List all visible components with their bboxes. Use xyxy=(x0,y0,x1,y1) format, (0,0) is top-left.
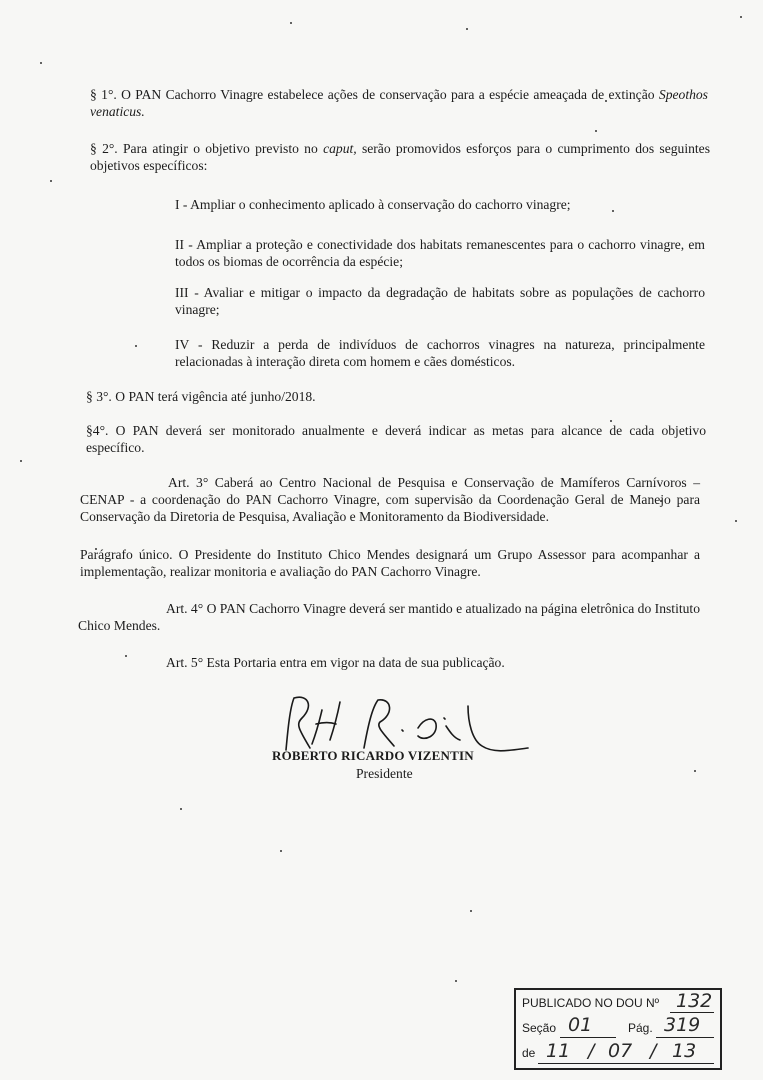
stamp-label-published: PUBLICADO NO DOU Nº xyxy=(522,996,660,1010)
article-4 xyxy=(78,600,700,634)
objective-item-IV: IV - Reduzir a perda de indivíduos de cachorros vinagres na natureza, principalmente relacionadas à interação direta com homem e cães domésticos. xyxy=(175,337,705,369)
paragraph-3: § 3°. O PAN terá vigência até junho/2018. xyxy=(86,389,316,404)
objective-item-II: II - Ampliar a proteção e conectividade dos habitats remanescentes para o cachorro vinagre, em todos os biomas de ocorrência da espécie; xyxy=(175,237,705,269)
stamp-number: 132 xyxy=(676,990,713,1012)
stamp-label-date: de xyxy=(522,1046,536,1060)
stamp-day: 11 xyxy=(546,1040,571,1062)
caput-word: caput, xyxy=(323,141,357,156)
paragraph-2-text-a: § 2°. Para atingir o objetivo previsto no xyxy=(90,141,318,156)
publication-stamp xyxy=(514,988,722,1070)
paragraph-2-text-b: serão promovidos esforços para o cumprimento dos seguintes objetivos específicos: xyxy=(90,141,710,173)
paragraph-1-text: § 1°. O PAN Cachorro Vinagre estabelece ações de conservação para a espécie ameaçada de extinção xyxy=(90,87,655,102)
stamp-section: 01 xyxy=(568,1014,593,1036)
article-5: Art. 5° Esta Portaria entra em vigor na data de sua publicação. xyxy=(166,655,505,670)
stamp-date-sep-2: / xyxy=(650,1040,657,1062)
article-4-text: Art. 4° O PAN Cachorro Vinagre deverá ser mantido e atualizado na página eletrônica do Instituto Chico Mendes. xyxy=(78,601,700,633)
article-3 xyxy=(80,474,700,525)
paragraph-unico: Parágrafo único. O Presidente do Instituto Chico Mendes designará um Grupo Assessor para acompanhar a implementação, realizar monitoria e avaliação do PAN Cachorro Vinagre. xyxy=(80,547,700,579)
signer-title: Presidente xyxy=(356,766,413,781)
stamp-row-section xyxy=(522,1021,556,1035)
stamp-row-number xyxy=(522,996,659,1010)
stamp-row-date xyxy=(522,1046,535,1060)
stamp-date-sep-1: / xyxy=(588,1040,595,1062)
stamp-label-page: Pág. xyxy=(628,1021,653,1035)
paragraph-4: §4°. O PAN deverá ser monitorado anualmente e deverá indicar as metas para alcance de cada objetivo específico. xyxy=(86,423,706,455)
species-name: Speothos venaticus. xyxy=(90,87,708,119)
objective-item-I: I - Ampliar o conhecimento aplicado à conservação do cachorro vinagre; xyxy=(175,197,571,212)
article-3-text: Art. 3° Caberá ao Centro Nacional de Pesquisa e Conservação de Mamíferos Carnívoros – CENAP - a coordenação do PAN Cachorro Vinagre, com supervisão da Coordenação Geral de Manejo para Conservação da Diretoria de Pesquisa, Avaliação e Monitoramento da Biodiversidade. xyxy=(80,475,700,524)
stamp-year: 13 xyxy=(672,1040,697,1062)
stamp-month: 07 xyxy=(608,1040,633,1062)
objective-item-III: III - Avaliar e mitigar o impacto da degradação de habitats sobre as populações de cachorro vinagre; xyxy=(175,285,705,317)
stamp-row-page xyxy=(628,1021,653,1035)
stamp-label-section: Seção xyxy=(522,1021,557,1035)
paragraph-1 xyxy=(90,86,708,120)
paragraph-2 xyxy=(90,140,710,174)
signer-name: ROBERTO RICARDO VIZENTIN xyxy=(272,748,474,763)
stamp-page: 319 xyxy=(664,1014,701,1036)
